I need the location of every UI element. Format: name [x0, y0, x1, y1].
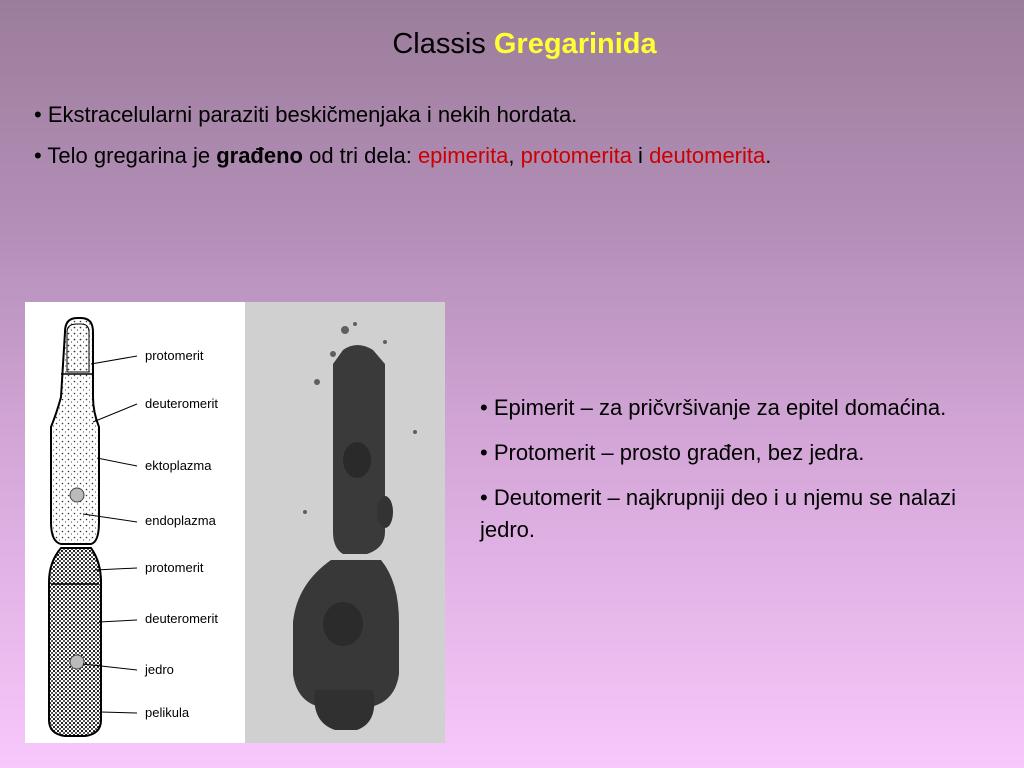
label-pelikula: pelikula	[145, 705, 190, 720]
separator: ,	[508, 143, 521, 168]
label-protomerit: protomerit	[145, 560, 204, 575]
gregarine-micrograph	[245, 302, 445, 743]
nucleus-lower	[70, 655, 84, 669]
slide-title	[0, 26, 1024, 62]
bullet-item	[34, 141, 1004, 171]
bold-word: građeno	[216, 143, 303, 168]
bullet-protomerit: • Protomerit – prosto građen, bez jedra.	[480, 440, 865, 465]
micrograph-image	[245, 302, 445, 743]
satellite-cell	[49, 548, 101, 736]
label-jedro: jedro	[145, 662, 174, 677]
separator: i	[631, 143, 650, 168]
label-protomerit: protomerit	[145, 348, 204, 363]
title-highlight: Gregarinida	[493, 28, 657, 60]
term-epimerita: epimerita	[417, 143, 509, 168]
primite-protomerite	[67, 324, 89, 372]
gregarine-figure	[25, 302, 445, 743]
nucleus-upper	[70, 488, 84, 502]
gregarine-diagram	[25, 302, 245, 743]
period: .	[765, 143, 772, 168]
bullet-text: • Telo gregarina je	[34, 143, 217, 168]
term-protomerita: protomerita	[520, 143, 632, 168]
label-endoplazma: endoplazma	[145, 513, 216, 528]
bullet-epimerit: • Epimerit – za pričvršivanje za epitel domaćina.	[480, 395, 947, 420]
top-bullet-list	[34, 100, 1004, 182]
bullet-item	[34, 100, 1004, 130]
bullet-text: od tri dela:	[302, 143, 418, 168]
bullet-deutomerit: • Deutomerit – najkrupniji deo i u njemu se nalazi jedro.	[480, 485, 957, 542]
term-deutomerita: deutomerita	[649, 143, 766, 168]
label-ektoplazma: ektoplazma	[145, 458, 212, 473]
title-prefix: Classis	[392, 28, 486, 60]
label-deuteromerit: deuteromerit	[145, 396, 218, 411]
label-deuteromerit: deuteromerit	[145, 611, 218, 626]
bullet-text: • Ekstracelularni paraziti beskičmenjaka i nekih hordata.	[34, 102, 578, 127]
right-bullet-list	[480, 392, 1000, 559]
